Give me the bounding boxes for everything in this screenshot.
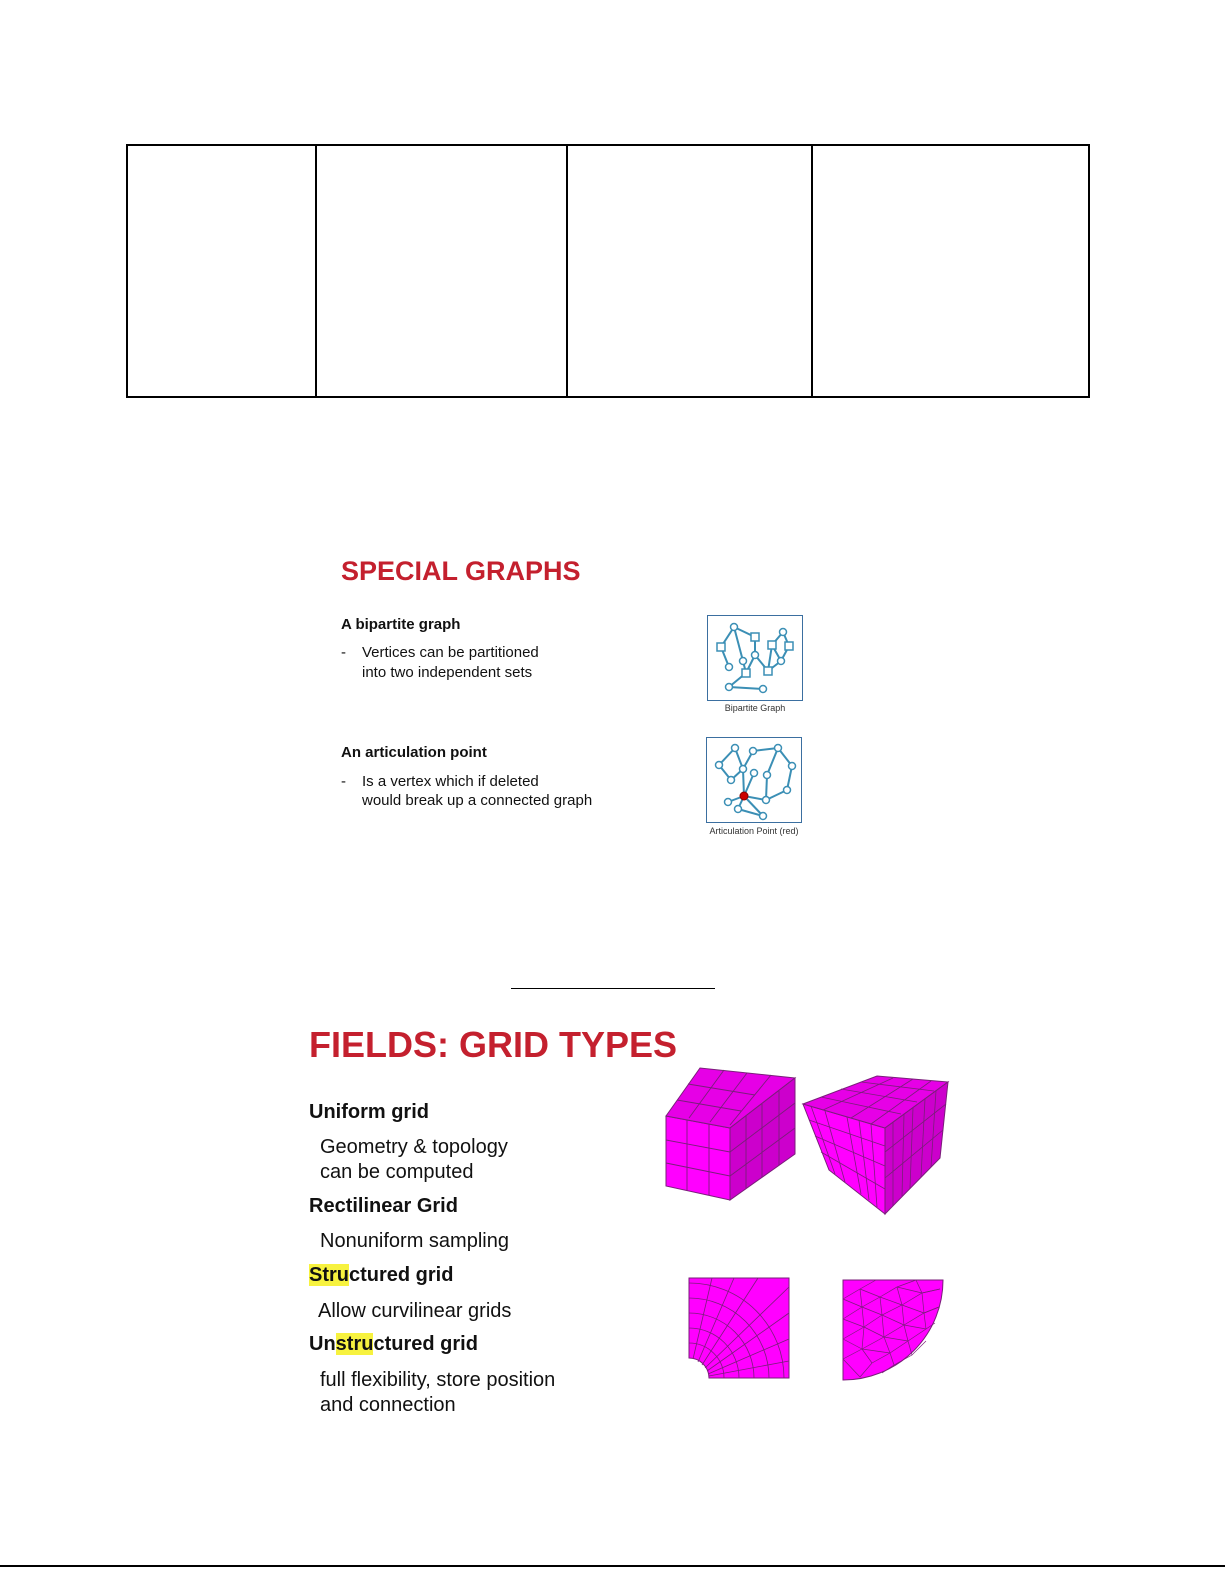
heading-pre: Un <box>309 1333 336 1355</box>
table-cell-3 <box>568 146 813 396</box>
rectilinear-grid-box-image <box>801 1074 951 1216</box>
structured-grid-image <box>688 1277 790 1379</box>
structured-line-1: Allow curvilinear grids <box>318 1300 512 1322</box>
bipartite-heading: A bipartite graph <box>341 616 461 633</box>
heading-rest: ctured grid <box>373 1333 478 1355</box>
uniform-line-2: can be computed <box>320 1161 474 1183</box>
grid-types-title: FIELDS: GRID TYPES <box>309 1024 678 1065</box>
bullet-dash: - <box>341 644 346 661</box>
articulation-graph-figure <box>706 737 802 823</box>
heading-rest: ctured grid <box>349 1264 454 1286</box>
uniform-line-1: Geometry & topology <box>320 1136 508 1158</box>
articulation-line-1: Is a vertex which if deleted <box>362 773 539 790</box>
articulation-line-2: would break up a connected graph <box>362 792 593 809</box>
uniform-grid-heading: Uniform grid <box>309 1101 429 1123</box>
bipartite-line-1: Vertices can be partitioned <box>362 644 539 661</box>
highlighted-text: Stru <box>309 1264 349 1286</box>
bullet-dash: - <box>341 773 346 790</box>
bipartite-graph-icon <box>708 616 801 699</box>
special-graphs-title: SPECIAL GRAPHS <box>341 556 581 586</box>
table-cell-2 <box>317 146 568 396</box>
bipartite-caption: Bipartite Graph <box>724 703 786 713</box>
bipartite-line-2: into two independent sets <box>362 664 533 681</box>
articulation-point-marker <box>740 792 748 800</box>
bipartite-graph-figure <box>707 615 803 701</box>
unstructured-line-1: full flexibility, store position <box>320 1369 556 1391</box>
articulation-caption: Articulation Point (red) <box>709 826 799 836</box>
articulation-heading: An articulation point <box>341 744 487 761</box>
unstructured-grid-image <box>842 1279 944 1381</box>
page-bottom-rule <box>0 1565 1225 1567</box>
articulation-graph-icon <box>707 738 800 821</box>
rectilinear-grid-heading: Rectilinear Grid <box>309 1195 458 1217</box>
unstructured-line-2: and connection <box>320 1394 456 1416</box>
section-divider <box>511 988 715 989</box>
table-cell-4 <box>813 146 1088 396</box>
table-cell-1 <box>128 146 317 396</box>
uniform-grid-cube-image <box>664 1064 800 1202</box>
highlighted-text: stru <box>335 1333 374 1355</box>
structured-grid-heading <box>309 1264 453 1287</box>
rectilinear-line-1: Nonuniform sampling <box>320 1230 509 1252</box>
empty-table <box>126 144 1090 398</box>
unstructured-grid-heading <box>309 1333 478 1356</box>
